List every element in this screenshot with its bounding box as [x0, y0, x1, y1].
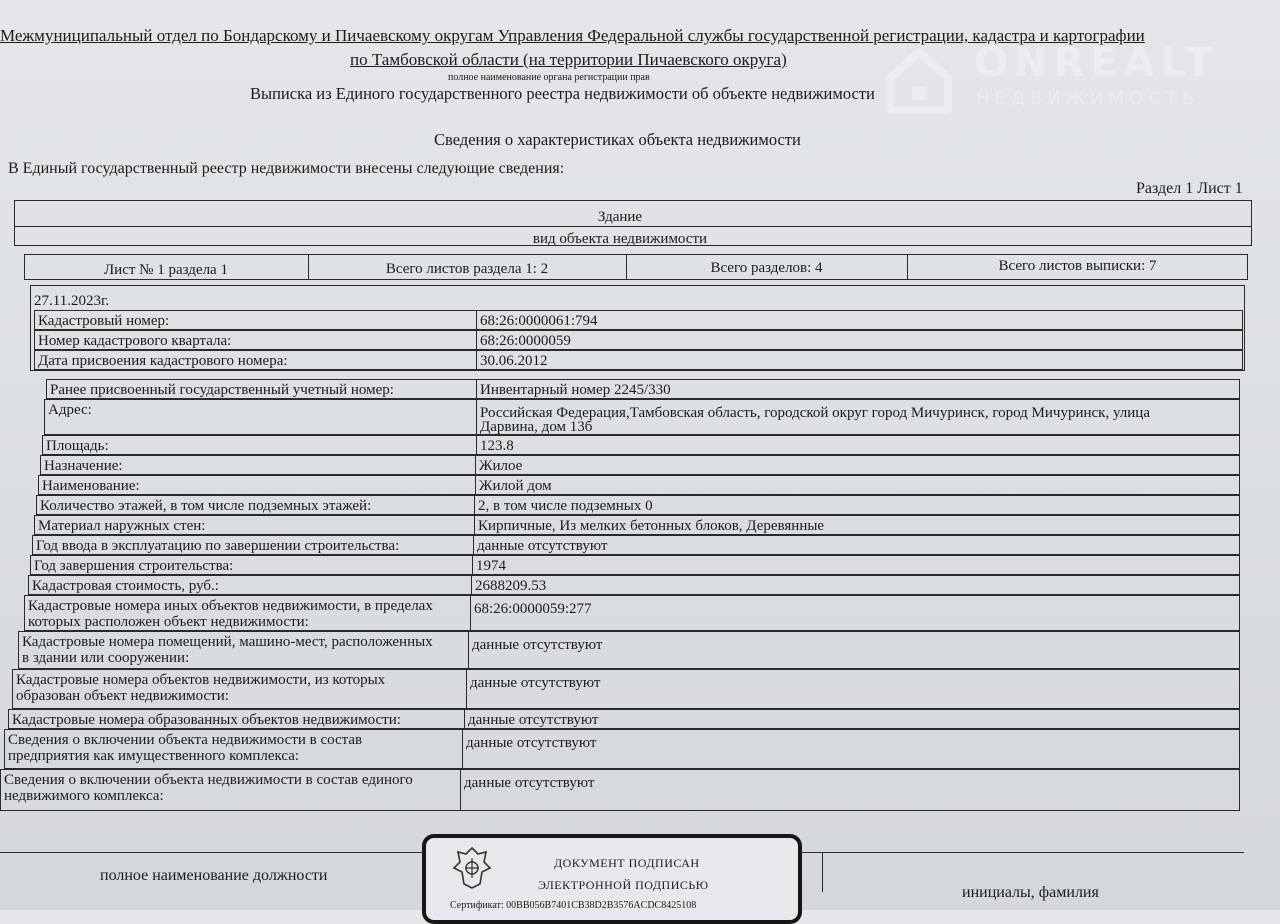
initials-caption: инициалы, фамилия: [962, 885, 1099, 901]
identity-label: Кадастровый номер:: [38, 313, 170, 329]
row-label: Сведения о включении объекта недвижимости в состав: [8, 732, 363, 748]
row-label: Кадастровая стоимость, руб.:: [32, 578, 219, 594]
row-label-cont: которых расположен объект недвижимости:: [28, 614, 309, 630]
row-value: Инвентарный номер 2245/330: [480, 382, 671, 398]
row-value: 68:26:0000059:277: [474, 601, 592, 617]
identity-value: 30.06.2012: [480, 353, 548, 369]
object-type-caption: вид объекта недвижимости: [532, 231, 708, 247]
section-title: Сведения о характеристиках объекта недвижимости: [434, 130, 801, 149]
row-value: данные отсутствуют: [468, 712, 599, 728]
row-value: данные отсутствуют: [472, 637, 603, 653]
identity-label: Номер кадастрового квартала:: [38, 333, 232, 349]
intro-text: В Единый государственный реестр недвижимости внесены следующие сведения:: [8, 160, 565, 177]
position-caption: полное наименование должности: [100, 868, 328, 884]
row-value: Жилое: [479, 458, 523, 474]
coat-of-arms-icon: [452, 844, 492, 892]
row-value: данные отсутствуют: [464, 775, 595, 791]
watermark-sub: НЕДВИЖИМОСТЬ: [976, 88, 1200, 109]
stamp-line1: ДОКУМЕНТ ПОДПИСАН: [554, 856, 700, 870]
row-value: 1974: [476, 558, 506, 574]
stamp-certificate: Сертификат: 00BB056B7401CB38D2B3576ACDC8425108: [450, 900, 697, 911]
row-label: Кадастровые номера образованных объектов недвижимости:: [12, 712, 401, 728]
row-label: Год завершения строительства:: [34, 558, 234, 574]
row-value: Российская Федерация,Тамбовская область, городской округ город Мичуринск, город Мичуринск, улица: [480, 405, 1150, 421]
row-label-cont: образован объект недвижимости:: [16, 688, 229, 704]
document-title: Выписка из Единого государственного реестра недвижимости об объекте недвижимости: [250, 84, 875, 103]
row-label: Сведения о включении объекта недвижимости в состав единого: [4, 772, 413, 788]
row-label-cont: в здании или сооружении:: [22, 650, 190, 666]
stamp-line2: ЭЛЕКТРОННОЙ ПОДПИСЬЮ: [538, 878, 709, 892]
row-label-cont: недвижимого комплекса:: [4, 788, 164, 804]
row-value: данные отсутствуют: [470, 675, 601, 691]
row-value: 123.8: [480, 438, 514, 454]
row-value: 2, в том числе подземных 0: [478, 498, 653, 514]
sheet-number: Лист № 1 раздела 1: [104, 262, 228, 278]
row-value: данные отсутствуют: [466, 735, 597, 751]
total-sheets: Всего листов выписки: 7: [998, 258, 1157, 274]
identity-value: 68:26:0000059: [480, 333, 571, 349]
row-value-cont: Дарвина, дом 13б: [480, 419, 593, 435]
watermark-brand: ONREALT: [974, 40, 1219, 86]
row-value: данные отсутствуют: [477, 538, 608, 554]
section-sheet-label: Раздел 1 Лист 1: [1136, 180, 1243, 197]
watermark: [884, 40, 1254, 120]
row-label: Наименование:: [42, 478, 140, 494]
row-value: Кирпичные, Из мелких бетонных блоков, Деревянные: [478, 518, 825, 534]
row-label: Кадастровые номера иных объектов недвижимости, в пределах: [28, 598, 433, 614]
row-label: Площадь:: [46, 438, 109, 454]
row-label: Кадастровые номера помещений, машино-мест, расположенных: [22, 634, 433, 650]
row-label-cont: предприятия как имущественного комплекса:: [8, 748, 300, 764]
identity-label: Дата присвоения кадастрового номера:: [38, 353, 288, 369]
row-label: Количество этажей, в том числе подземных этажей:: [40, 498, 372, 514]
row-label: Кадастровые номера объектов недвижимости, из которых: [16, 672, 386, 688]
row-label: Адрес:: [48, 402, 92, 418]
row-value: Жилой дом: [479, 478, 552, 494]
row-label: Год ввода в эксплуатацию по завершении строительства:: [36, 538, 400, 554]
identity-value: 68:26:0000061:794: [480, 313, 598, 329]
row-label: Материал наружных стен:: [38, 518, 206, 534]
row-label: Ранее присвоенный государственный учетный номер:: [50, 382, 394, 398]
org-name-line2: по Тамбовской области (на территории Пичаевского округа): [350, 50, 787, 69]
extract-date: 27.11.2023г.: [34, 293, 110, 309]
row-label: Назначение:: [44, 458, 123, 474]
sheets-in-section: Всего листов раздела 1: 2: [385, 261, 549, 277]
house-logo-icon: [884, 46, 954, 116]
org-name-line1: Межмуниципальный отдел по Бондарскому и Пичаевскому округам Управления Федеральной службы государственной регистрации, кадастра и картографии: [0, 26, 1145, 45]
object-type: Здание: [597, 209, 643, 225]
row-value: 2688209.53: [475, 578, 547, 594]
org-caption: полное наименование органа регистрации прав: [448, 72, 650, 83]
total-sections: Всего разделов: 4: [710, 260, 823, 276]
object-type-divider: [14, 226, 1252, 227]
e-signature-stamp: [422, 834, 802, 924]
